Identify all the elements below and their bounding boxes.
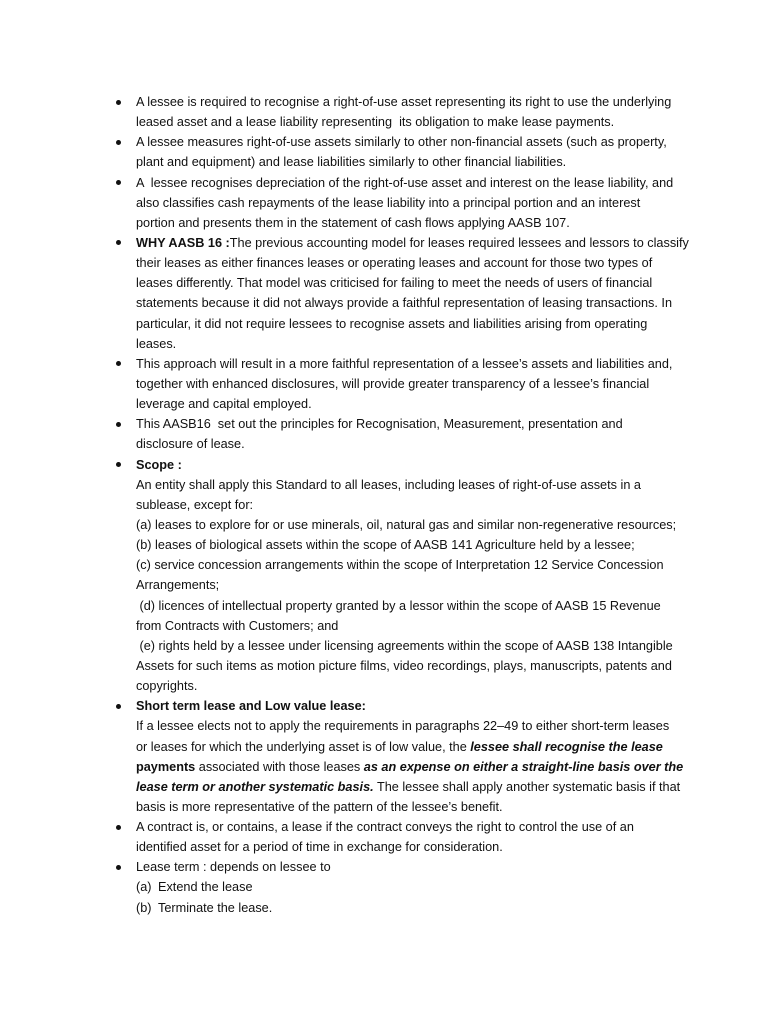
sub-list-item (136, 898, 732, 918)
text-line: leases differently. That model was criticised for failing to meet the needs of users of financial (136, 276, 653, 291)
bullet-icon (116, 865, 121, 870)
emphasis-span: lease term or another systematic basis. (136, 779, 374, 794)
bullet-icon (116, 180, 121, 185)
text-line: A contract is, or contains, a lease if the contract conveys the right to control the use of an (136, 820, 634, 835)
sub-list-label: (b) (136, 900, 152, 915)
bullet-icon (116, 462, 121, 467)
text-span: or leases for which the underlying asset is of low value, the (136, 739, 471, 754)
sub-list-label: (a) (136, 880, 152, 895)
bullet-item-short-term-lease (112, 696, 732, 817)
sub-list-text: Terminate the lease. (158, 900, 273, 915)
text-line: A lessee is required to recognise a right-of-use asset representing its right to use the underlying (136, 95, 672, 109)
bullet-item (112, 132, 732, 172)
text-line (136, 777, 732, 797)
text-line: particular, it did not require lessees to recognise assets and liabilities arising from operating (136, 316, 648, 331)
text-line: This approach will result in a more faithful representation of a lessee’s assets and liabilities and, (136, 356, 673, 371)
text-line: together with enhanced disclosures, will provide greater transparency of a lessee’s financial (136, 376, 650, 391)
text-line: A lessee measures right-of-use assets similarly to other non-financial assets (such as property, (136, 135, 667, 150)
text-line: An entity shall apply this Standard to all leases, including leases of right-of-use assets in a (136, 477, 641, 492)
bullet-icon (116, 361, 121, 366)
text-line: leases. (136, 336, 177, 351)
text-line: (c) service concession arrangements within the scope of Interpretation 12 Service Concession (136, 558, 664, 573)
text-line: (a) leases to explore for or use minerals, oil, natural gas and similar non-regenerative resources; (136, 517, 677, 532)
text-line (136, 757, 732, 777)
text-line (136, 233, 732, 253)
text-line: disclosure of lease. (136, 437, 245, 452)
text-line: identified asset for a period of time in exchange for consideration. (136, 840, 503, 855)
bullet-item-why-aasb16 (112, 233, 732, 354)
text-line: This AASB16 set out the principles for Recognisation, Measurement, presentation and (136, 417, 623, 432)
bullet-item (112, 173, 732, 233)
text-line (136, 737, 732, 757)
text-line: also classifies cash repayments of the lease liability into a principal portion and an interest (136, 195, 641, 210)
text-line: portion and presents them in the statement of cash flows applying AASB 107. (136, 215, 570, 230)
section-heading: Short term lease and Low value lease: (136, 699, 366, 714)
text-span: The previous accounting model for leases required lessees and lessors to classify (229, 235, 689, 250)
bullet-icon (116, 825, 121, 830)
text-line: (b) leases of biological assets within the scope of AASB 141 Agriculture held by a lessee; (136, 538, 635, 553)
bullet-item-lease-term (112, 857, 732, 917)
bullet-item (112, 817, 732, 857)
text-line: Lease term : depends on lessee to (136, 860, 331, 875)
text-line: (d) licences of intellectual property granted by a lessor within the scope of AASB 15 Revenue (136, 598, 661, 613)
text-line: Arrangements; (136, 578, 220, 593)
text-line: plant and equipment) and lease liabilities similarly to other financial liabilities. (136, 155, 567, 170)
text-line (136, 716, 732, 736)
text-line: statements because it did not always provide a faithful representation of leasing transactions. In (136, 296, 673, 311)
text-line: leverage and capital employed. (136, 397, 312, 412)
sub-list-text: Extend the lease (158, 880, 253, 895)
text-span: If a lessee elects not to apply the requirements in paragraphs 22–49 to either short-term leases (136, 719, 670, 734)
text-line: Assets for such items as motion picture films, video recordings, plays, manuscripts, patents and (136, 658, 672, 673)
emphasis-span: lessee shall recognise the lease (470, 739, 663, 754)
text-line: from Contracts with Customers; and (136, 618, 339, 633)
section-heading: WHY AASB 16 : (136, 235, 230, 250)
text-span: associated with those leases (195, 759, 364, 774)
bullet-item-scope (112, 455, 732, 697)
bullet-icon (116, 422, 121, 427)
bullet-list (112, 92, 732, 918)
text-span: The lessee shall apply another systematic basis if that (373, 779, 681, 794)
bullet-item (112, 414, 732, 454)
text-line: (e) rights held by a lessee under licensing agreements within the scope of AASB 138 Intangible (136, 638, 673, 653)
emphasis-span: payments (136, 759, 196, 774)
text-line: their leases as either finances leases or operating leases and account for those two types of (136, 256, 653, 271)
bullet-icon (116, 100, 121, 105)
text-line: sublease, except for: (136, 497, 254, 512)
section-heading: Scope : (136, 457, 182, 472)
text-line: leased asset and a lease liability representing its obligation to make lease payments. (136, 115, 615, 130)
emphasis-span: as an expense on either a straight-line basis over the (363, 759, 684, 774)
text-line: copyrights. (136, 679, 198, 694)
text-line: A lessee recognises depreciation of the right-of-use asset and interest on the lease liability, and (136, 175, 674, 190)
bullet-icon (116, 240, 121, 245)
bullet-icon (116, 140, 121, 145)
bullet-item (112, 92, 732, 132)
sub-list-item (136, 877, 732, 897)
bullet-icon (116, 704, 121, 709)
text-span: basis is more representative of the pattern of the lessee’s benefit. (136, 799, 503, 814)
text-line (136, 797, 732, 817)
bullet-item (112, 354, 732, 414)
